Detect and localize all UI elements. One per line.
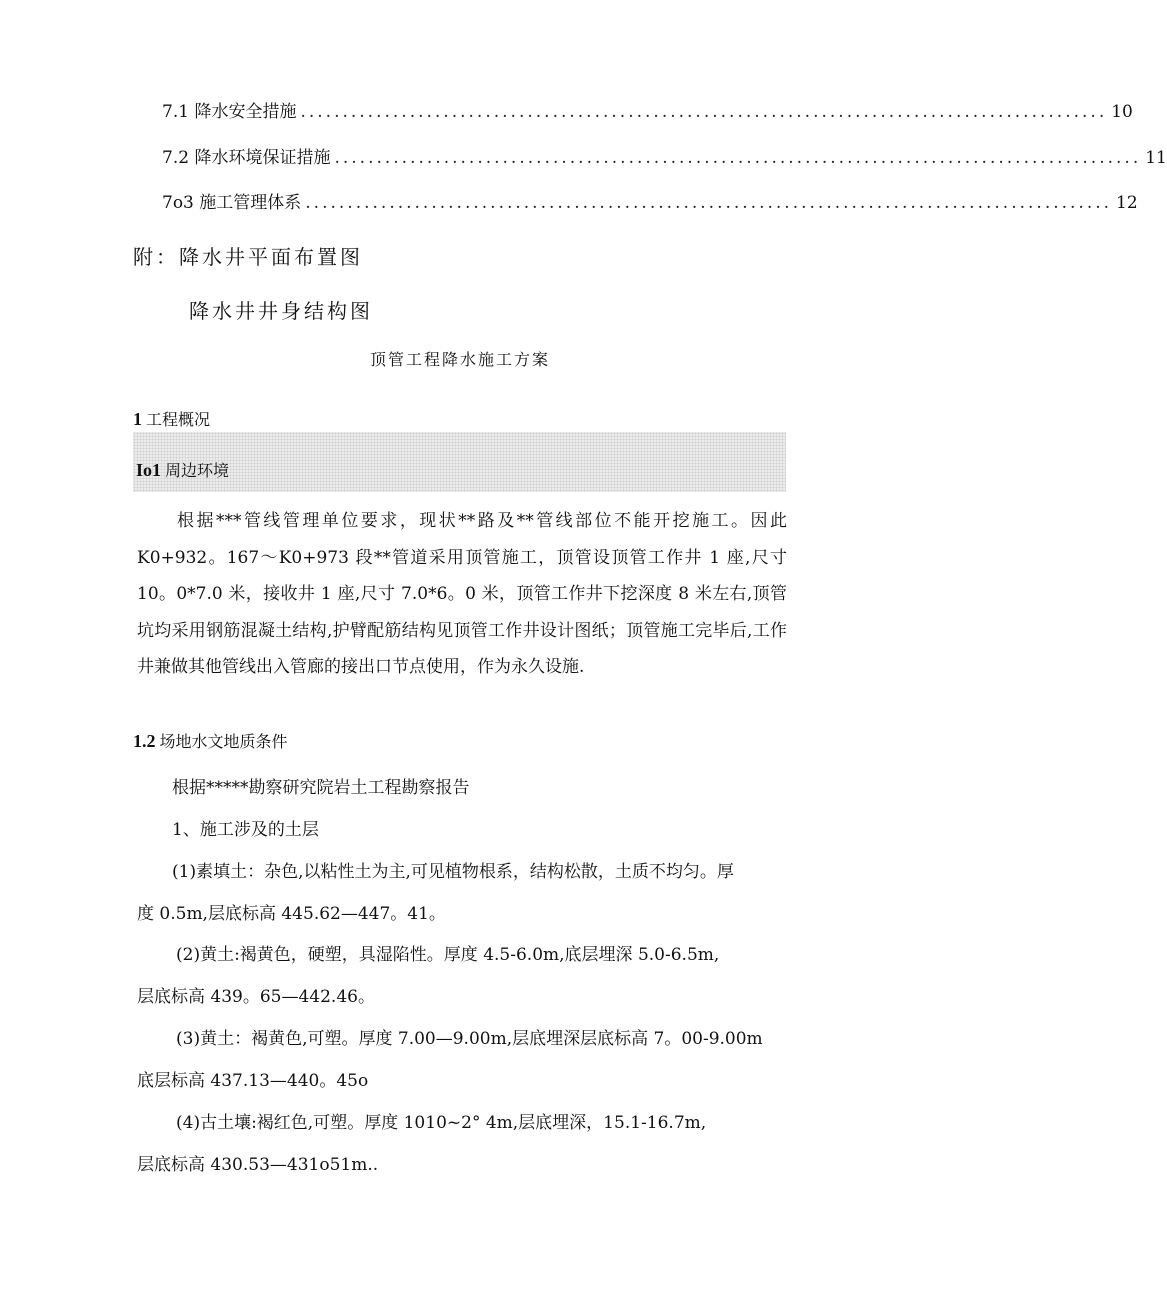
section-heading-1-1	[136, 458, 229, 481]
survey-basis-text: 根据*****勘察研究院岩土工程勘察报告	[172, 778, 470, 798]
section-title: 周边环境	[165, 461, 230, 480]
section-title: 工程概况	[146, 410, 211, 429]
section-number: Io1	[136, 460, 162, 480]
toc-page-number: 11	[1145, 148, 1167, 168]
toc-row[interactable]	[162, 143, 1167, 168]
document-title: 顶管工程降水施工方案	[369, 350, 550, 369]
layer-4-line-2: 层底标高 430.53—431o51m..	[137, 1155, 379, 1175]
toc-leader-dots: ................................................................................................	[305, 193, 1113, 213]
layer-3-line-1: (3)黄土：褐黄色,可塑。厚度 7.00—9.00m,层底埋深层底标高 7。00-9.00m	[176, 1029, 763, 1049]
layer-1-line-2: 度 0.5m,层底标高 445.62—447。41。	[137, 904, 446, 924]
section-number: 1	[133, 409, 142, 429]
soil-layers-heading: 1、施工涉及的土层	[172, 820, 319, 840]
appendix-line-1: 附：降水井平面布置图	[133, 245, 363, 269]
toc-page-number: 12	[1116, 193, 1138, 213]
appendix-line-2: 降水井井身结构图	[189, 299, 373, 323]
layer-4-line-1: (4)古土壤:褐红色,可塑。厚度 1010~2° 4m,层底埋深，15.1-16.7m,	[176, 1113, 707, 1133]
layer-2-line-1: (2)黄土:褐黄色，硬塑，具湿陷性。厚度 4.5-6.0m,底层埋深 5.0-6.5m,	[176, 945, 720, 965]
section-number: 1.2	[133, 731, 156, 751]
heading-shading	[133, 432, 786, 492]
toc-leader-dots: ................................................................................................	[300, 102, 1108, 122]
section-heading-1	[133, 407, 210, 430]
section-heading-1-2	[133, 729, 288, 752]
toc-label: 7.2 降水环境保证措施	[162, 148, 331, 168]
toc-row[interactable]	[162, 188, 1138, 213]
layer-3-line-2: 底层标高 437.13—440。45o	[137, 1071, 369, 1091]
toc-label: 7o3 施工管理体系	[162, 193, 302, 213]
toc-leader-dots: ................................................................................................	[334, 148, 1142, 168]
toc-label: 7.1 降水安全措施	[162, 102, 297, 122]
toc-page-number: 10	[1111, 102, 1133, 122]
layer-1-line-1: (1)素填土：杂色,以粘性土为主,可见植物根系，结构松散，土质不均匀。厚	[172, 862, 734, 882]
paragraph-surroundings: 根据***管线管理单位要求，现状**路及**管线部位不能开挖施工。因此K0+932。167～K0+973 段**管道采用顶管施工，顶管设顶管工作井 1 座,尺寸10。0*7.0 米，接收井 1 座,尺寸 7.0*6。0 米，顶管工作井下挖深度 8 米左右,顶管坑均采用钢筋混凝土结构,护臂配筋结构见顶管工作井设计图纸；顶管施工完毕后,工作井兼做其他管线出入管廊的接出口节点使用，作为永久设施.	[137, 511, 787, 677]
toc-row[interactable]	[162, 97, 1133, 122]
layer-2-line-2: 层底标高 439。65—442.46。	[137, 987, 375, 1007]
section-title: 场地水文地质条件	[159, 732, 288, 751]
